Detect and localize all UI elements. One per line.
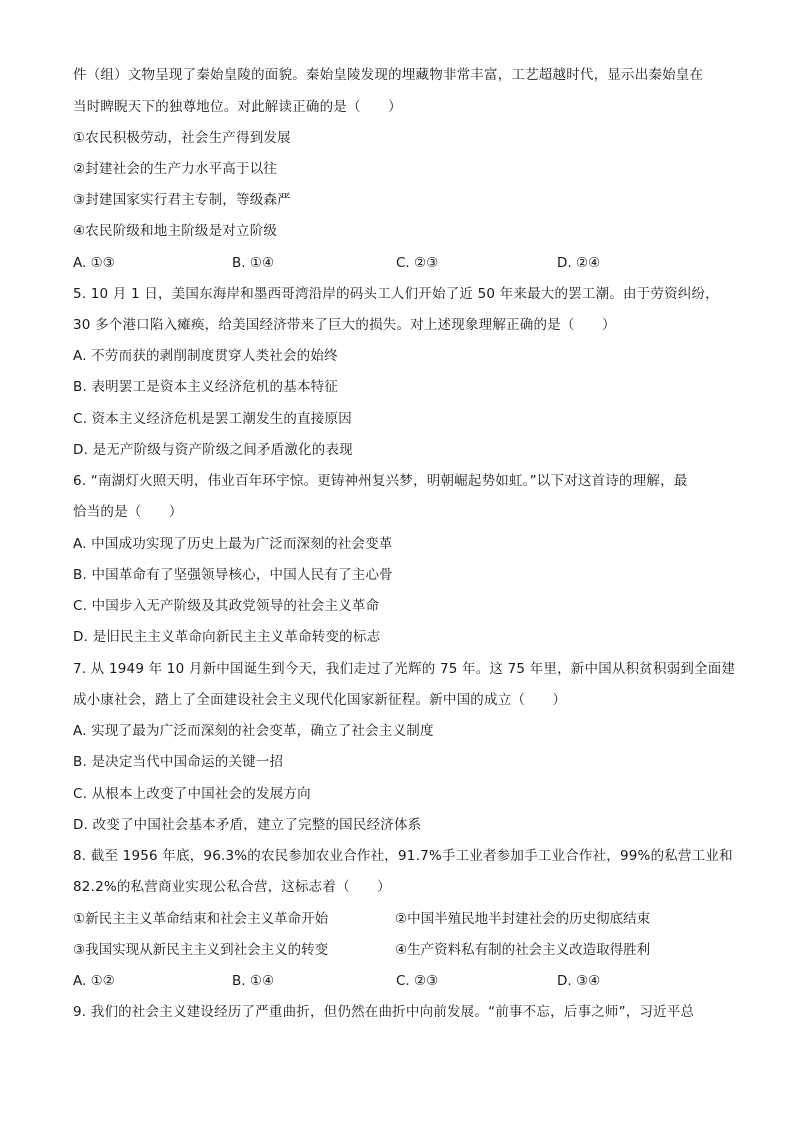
q5-stem-line1: 5. 10 月 1 日，美国东海岸和墨西哥湾沿岸的码头工人们开始了近 50 年来最大的罢工潮。由于劳资纠纷，	[73, 286, 719, 302]
q5-stem-line2: 30 多个港口陷入瘫痪，给美国经济带来了巨大的损失。对上述现象理解正确的是（ ）	[73, 317, 616, 333]
q9-stem-line1: 9. 我们的社会主义建设经历了严重曲折，但仍然在曲折中向前发展。“前事不忘，后事之师”，习近平总	[73, 1004, 695, 1020]
q5-option-d[interactable]: D. 是无产阶级与资产阶级之间矛盾激化的表现	[73, 442, 353, 458]
q8-option-b[interactable]: B. ①④	[232, 973, 275, 989]
q4-stem-line2: 当时睥睨天下的独尊地位。对此解读正确的是（ ）	[73, 99, 402, 115]
q5-option-a[interactable]: A. 不劳而获的剥削制度贯穿人类社会的始终	[73, 348, 338, 364]
q8-stem-line2: 82.2%的私营商业实现公私合营，这标志着（ ）	[73, 879, 391, 895]
q7-stem-line2: 成小康社会，踏上了全面建设社会主义现代化国家新征程。新中国的成立（ ）	[73, 692, 567, 708]
q6-option-b[interactable]: B. 中国革命有了坚强领导核心，中国人民有了主心骨	[73, 567, 393, 583]
q4-option-c[interactable]: C. ②③	[396, 255, 439, 271]
q6-option-d[interactable]: D. 是旧民主主义革命向新民主主义革命转变的标志	[73, 629, 381, 645]
q8-option-d[interactable]: D. ③④	[557, 973, 601, 989]
q4-item-2: ②封建社会的生产力水平高于以往	[73, 161, 278, 177]
q8-stem-line1: 8. 截至 1956 年底，96.3%的农民参加农业合作社，91.7%手工业者参加手工业合作社，99%的私营工业和	[73, 848, 733, 864]
q6-stem-line1: 6. “南湖灯火照天明，伟业百年环宇惊。更铸神州复兴梦，明朝崛起势如虹。”以下对这首诗的理解，最	[73, 473, 688, 489]
q7-option-a[interactable]: A. 实现了最为广泛而深刻的社会变革，确立了社会主义制度	[73, 723, 434, 739]
q8-item-1: ①新民主主义革命结束和社会主义革命开始	[73, 911, 329, 927]
q4-item-3: ③封建国家实行君主专制，等级森严	[73, 192, 291, 208]
q4-option-d[interactable]: D. ②④	[557, 255, 601, 271]
q4-stem-line1: 件（组）文物呈现了秦始皇陵的面貌。秦始皇陵发现的埋藏物非常丰富，工艺超越时代，显示出秦始皇在	[73, 67, 704, 83]
q4-item-4: ④农民阶级和地主阶级是对立阶级	[73, 223, 278, 239]
q8-item-2: ②中国半殖民地半封建社会的历史彻底结束	[395, 911, 651, 927]
q7-option-c[interactable]: C. 从根本上改变了中国社会的发展方向	[73, 786, 311, 802]
q8-item-3: ③我国实现从新民主主义到社会主义的转变	[73, 942, 329, 958]
q4-item-1: ①农民积极劳动，社会生产得到发展	[73, 130, 291, 146]
q8-option-a[interactable]: A. ①②	[73, 973, 115, 989]
q6-option-a[interactable]: A. 中国成功实现了历史上最为广泛而深刻的社会变革	[73, 536, 393, 552]
q7-option-b[interactable]: B. 是决定当代中国命运的关键一招	[73, 754, 284, 770]
q4-option-b[interactable]: B. ①④	[232, 255, 275, 271]
q6-stem-line2: 恰当的是（ ）	[73, 504, 183, 520]
q8-item-4: ④生产资料私有制的社会主义改造取得胜利	[395, 942, 651, 958]
q7-stem-line1: 7. 从 1949 年 10 月新中国诞生到今天，我们走过了光辉的 75 年。这 75 年里，新中国从积贫积弱到全面建	[73, 661, 736, 677]
q5-option-c[interactable]: C. 资本主义经济危机是罢工潮发生的直接原因	[73, 411, 352, 427]
q7-option-d[interactable]: D. 改变了中国社会基本矛盾，建立了完整的国民经济体系	[73, 817, 422, 833]
q8-option-c[interactable]: C. ②③	[396, 973, 439, 989]
q6-option-c[interactable]: C. 中国步入无产阶级及其政党领导的社会主义革命	[73, 598, 380, 614]
q4-option-a[interactable]: A. ①③	[73, 255, 115, 271]
q5-option-b[interactable]: B. 表明罢工是资本主义经济危机的基本特征	[73, 379, 339, 395]
